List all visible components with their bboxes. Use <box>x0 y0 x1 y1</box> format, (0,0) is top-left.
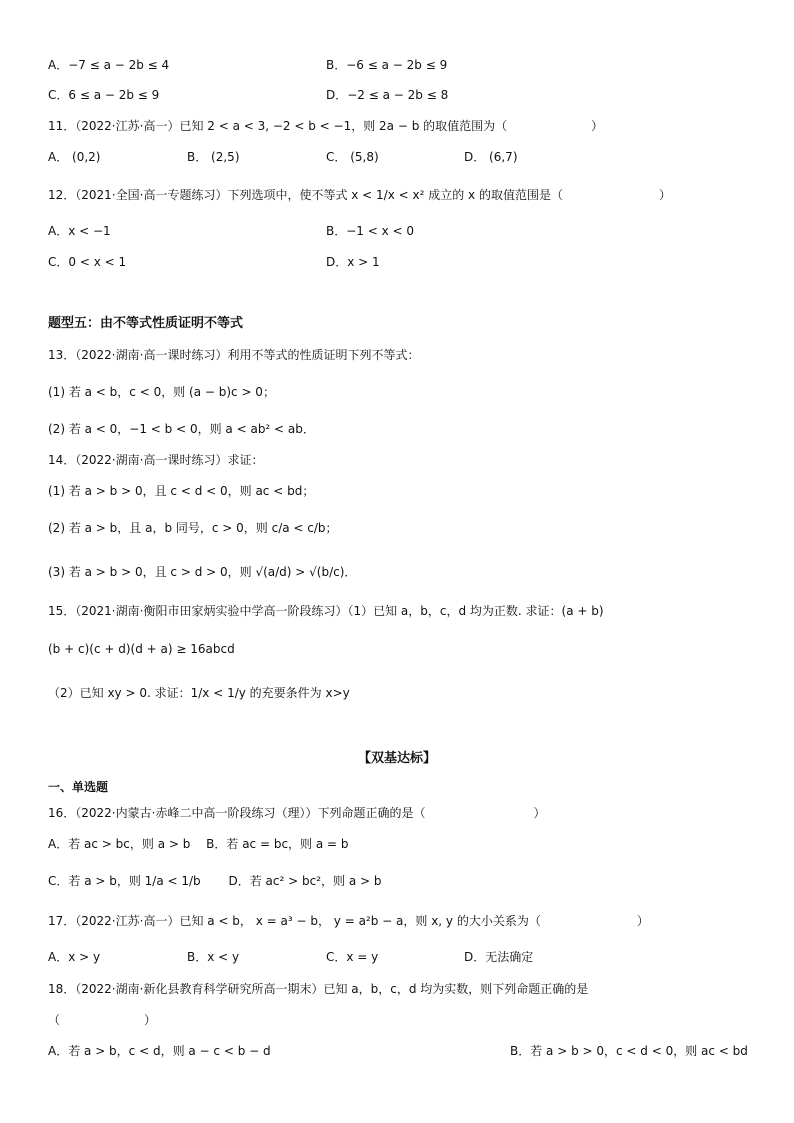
q12-option-d: D．x > 1 <box>326 255 380 269</box>
q11-option-d: D． (6,7) <box>464 150 518 164</box>
q17-option-a: A．x > y <box>48 950 101 964</box>
q14-stem: 14．（2022·湖南·高一课时练习）求证： <box>48 453 264 467</box>
q14-part-1: (1) 若 a > b > 0，且 c < d < 0，则 ac < bd； <box>48 484 315 498</box>
q12-stem: 12．（2021·全国·高一专题练习）下列选项中，使不等式 x < 1/x < x² 成立的 x 的取值范围是（ ） <box>48 188 671 202</box>
q12-option-a: A．x < −1 <box>48 224 111 238</box>
q11-option-a: A． (0,2) <box>48 150 101 164</box>
q11-stem: 11．（2022·江苏·高一）已知 2 < a < 3, −2 < b < −1，则 2a − b 的取值范围为（ ） <box>48 119 604 133</box>
q10-option-a: A．−7 ≤ a − 2b ≤ 4 <box>48 58 170 72</box>
q10-option-d: D．−2 ≤ a − 2b ≤ 8 <box>326 88 449 102</box>
q16-options-ab: A．若 ac > bc，则 a > b B．若 ac = bc，则 a = b <box>48 837 349 851</box>
q17-option-c: C．x = y <box>326 950 379 964</box>
q11-option-c: C． (5,8) <box>326 150 379 164</box>
q14-part-3: (3) 若 a > b > 0，且 c > d > 0，则 √(a/d) > √(b/c)． <box>48 565 357 579</box>
q13-part-2: (2) 若 a < 0，−1 < b < 0，则 a < ab² < ab． <box>48 422 315 436</box>
q12-option-b: B．−1 < x < 0 <box>326 224 415 238</box>
q17-option-b: B．x < y <box>187 950 240 964</box>
section-subheading-single-choice: 一、单选题 <box>48 780 109 794</box>
q16-stem: 16．（2022·内蒙古·赤峰二中高一阶段练习（理））下列命题正确的是（ ） <box>48 806 546 820</box>
q17-stem: 17．（2022·江苏·高一）已知 a < b， x = a³ − b， y = a²b − a，则 x, y 的大小关系为（ ） <box>48 914 649 928</box>
section-heading-shuangji: 【双基达标】 <box>357 751 436 766</box>
q12-option-c: C．0 < x < 1 <box>48 255 127 269</box>
q13-part-1: (1) 若 a < b，c < 0，则 (a − b)c > 0； <box>48 385 275 399</box>
q15-stem: 15．（2021·湖南·衡阳市田家炳实验中学高一阶段练习）（1）已知 a，b，c，d 均为正数. 求证：(a + b) <box>48 604 604 618</box>
q14-part-2: (2) 若 a > b，且 a，b 同号，c > 0，则 c/a < c/b； <box>48 521 338 535</box>
section-heading-5: 题型五：由不等式性质证明不等式 <box>48 316 244 331</box>
q10-option-c: C．6 ≤ a − 2b ≤ 9 <box>48 88 160 102</box>
q18-option-b: B．若 a > b > 0，c < d < 0，则 ac < bd <box>510 1044 748 1058</box>
q15-continuation: (b + c)(c + d)(d + a) ≥ 16abcd <box>48 642 235 656</box>
q16-options-cd: C．若 a > b，则 1/a < 1/b D．若 ac² > bc²，则 a > b <box>48 874 382 888</box>
q15-part-2: （2）已知 xy > 0. 求证：1/x < 1/y 的充要条件为 x>y <box>48 686 350 700</box>
q18-stem: 18．（2022·湖南·新化县教育科学研究所高一期末）已知 a，b，c，d 均为实数，则下列命题正确的是 <box>48 982 589 996</box>
q10-option-b: B．−6 ≤ a − 2b ≤ 9 <box>326 58 448 72</box>
q17-option-d: D．无法确定 <box>464 950 534 964</box>
q18-answer-bracket: （ ） <box>48 1013 157 1027</box>
q13-stem: 13．（2022·湖南·高一课时练习）利用不等式的性质证明下列不等式： <box>48 348 420 362</box>
q11-option-b: B． (2,5) <box>187 150 240 164</box>
q18-option-a: A．若 a > b，c < d，则 a − c < b − d <box>48 1044 271 1058</box>
